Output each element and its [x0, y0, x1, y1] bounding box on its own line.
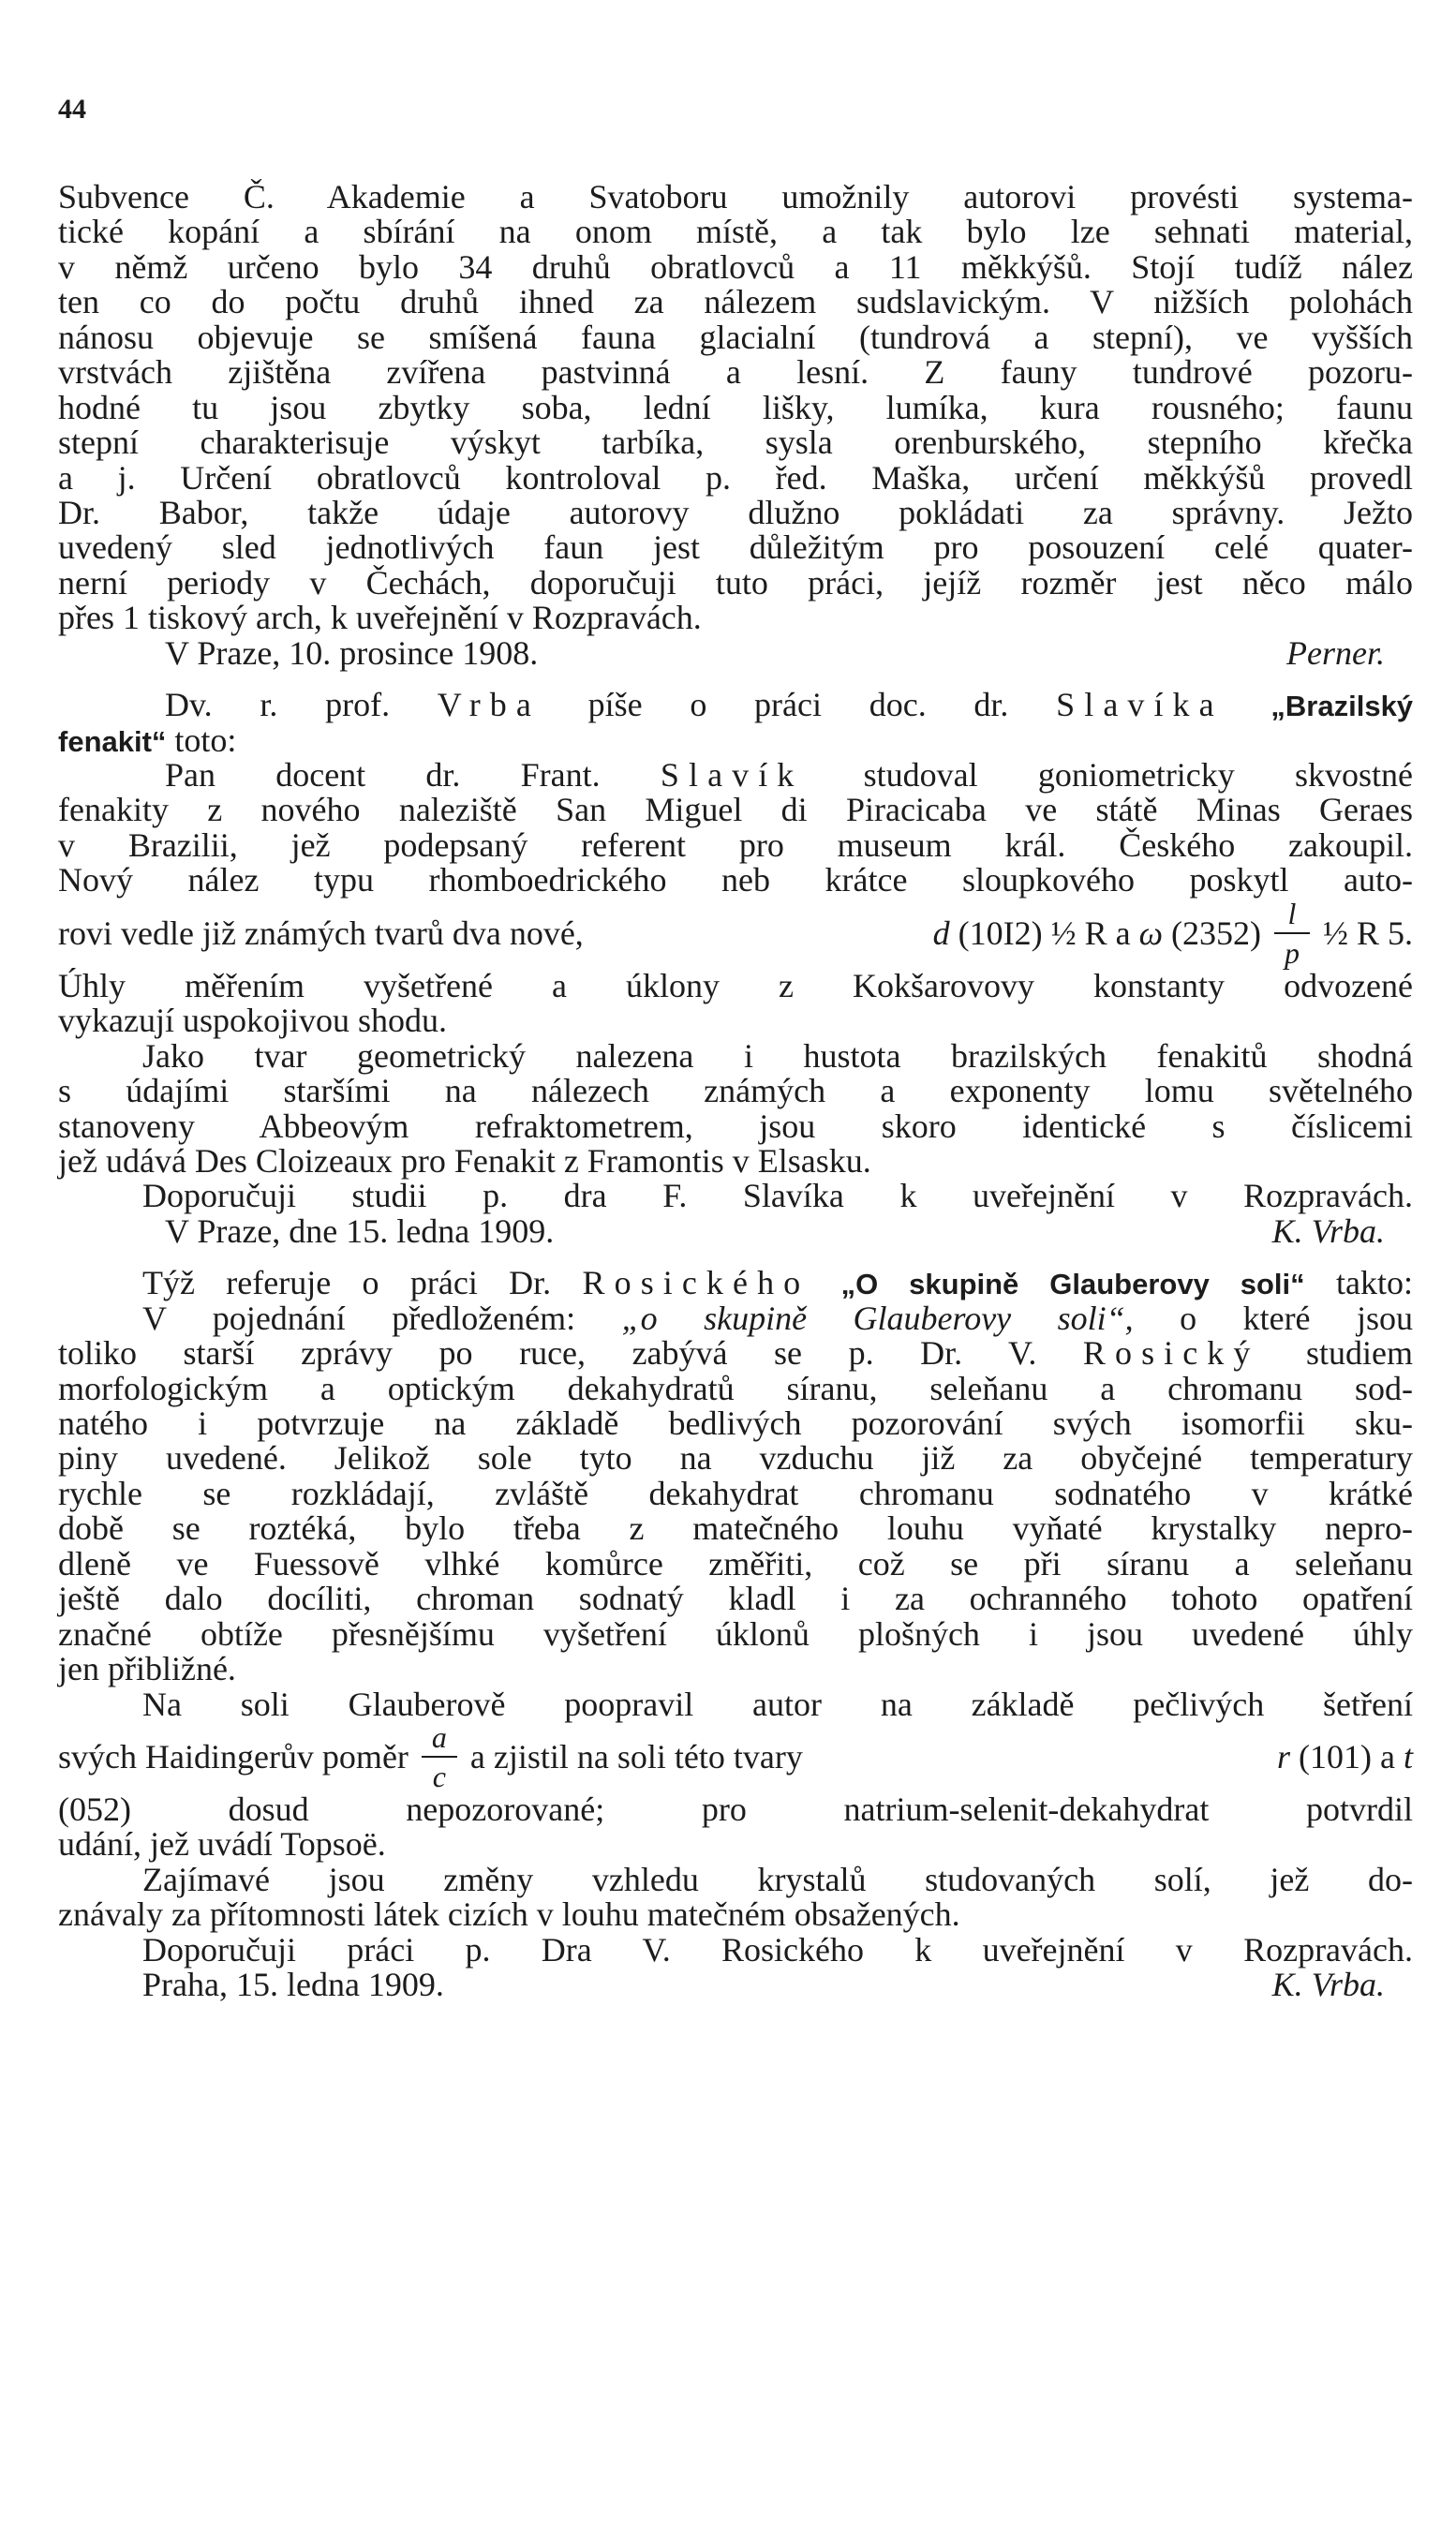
text-segment: V pojednání předloženém:	[142, 1299, 576, 1337]
signature: Perner.	[1286, 633, 1385, 672]
form-notation: (10I2) ½ R a	[958, 914, 1131, 953]
intro-line	[58, 688, 1413, 722]
text-line: nerní periody v Čechách, doporučuji tuto práci, jejíž rozměr jest něco málo	[58, 563, 1413, 602]
report-vrba-rosicky	[58, 1266, 1413, 2002]
text-line: vrstvách zjištěna zvířena pastvinná a lesní. Z fauny tundrové pozoru-	[58, 353, 1413, 392]
recommendation: Doporučuji práci p. Dra V. Rosického k uveřejnění v Rozpravách.	[142, 1930, 1413, 1969]
text-line: rychle se rozkládají, zvláště dekahydrat chromanu sodnatého v krátké	[58, 1474, 1413, 1512]
work-title: „O skupině Glauberovy soli“	[840, 1268, 1305, 1301]
author-name: Slavík	[660, 756, 804, 794]
text-line: Zajímavé jsou změny vzhledu krystalů studovaných solí, jež do-	[142, 1860, 1413, 1898]
text-line: ten co do počtu druhů ihned za nálezem sudslavickým. V nižších polohách	[58, 283, 1413, 321]
text-segment: o které jsou	[1180, 1299, 1414, 1337]
place-date: V Praze, 10. prosince 1908.	[165, 633, 539, 672]
text-line: stepní charakterisuje výskyt tarbíka, sysla orenburského, stepního křečka	[58, 423, 1413, 462]
form-notation: (101) a	[1299, 1738, 1395, 1776]
signature-line	[58, 1211, 1413, 1250]
text-line: tické kopání a sbírání na onom místě, a tak bylo lze sehnati material,	[58, 213, 1413, 251]
signature-line	[58, 1968, 1413, 2002]
text-line: Subvence Č. Akademie a Svatoboru umožnily autorovi provésti systema-	[58, 178, 1413, 215]
fraction-numerator: l	[1287, 897, 1297, 931]
text-line: Nový nález typu rhomboedrického neb krátce sloupkového poskytl auto-	[58, 861, 1413, 899]
text-line: jen přibližné.	[58, 1650, 236, 1688]
text-line: Dr. Babor, takže údaje autorovy dlužno pokládati za správny. Ježto	[58, 493, 1413, 531]
page-text	[58, 180, 1413, 2003]
fraction	[1274, 897, 1310, 971]
formula-line	[58, 1722, 1413, 1792]
fraction-denominator: p	[1284, 936, 1300, 971]
text-line: udání, jež uvádí Topsoë.	[58, 1825, 386, 1864]
form-symbol: t	[1403, 1738, 1413, 1776]
text-segment: svých Haidingerův poměr	[58, 1738, 409, 1776]
intro-line	[58, 723, 1413, 758]
text-line: znávaly za přítomnosti látek cizích v louhu matečném obsažených.	[58, 1895, 960, 1934]
intro-text: Dv. r. prof.	[165, 686, 391, 724]
form-symbol: r	[1277, 1738, 1291, 1776]
fraction-denominator: c	[432, 1760, 446, 1794]
text-line: Na soli Glauberově poopravil autor na základě pečlivých šetření	[142, 1685, 1413, 1723]
text-segment: a zjistil na soli této tvary	[469, 1738, 803, 1776]
formula-line	[58, 899, 1413, 969]
form-symbol: d	[932, 914, 950, 953]
text-line: piny uvedené. Jelikož sole tyto na vzduchu již za obyčejné temperatury	[58, 1439, 1413, 1478]
text-line: v němž určeno bylo 34 druhů obratlovců a 11 měkkýšů. Stojí tudíž nález	[58, 247, 1413, 286]
place-date: Praha, 15. ledna 1909.	[142, 1966, 444, 2004]
fraction	[422, 1720, 457, 1794]
fraction-numerator: a	[431, 1720, 447, 1755]
signature-line	[58, 633, 1413, 672]
text-line: uvedený sled jednotlivých faun jest důležitým pro posouzení celé quater-	[58, 528, 1413, 567]
text-line	[58, 758, 1413, 793]
text-line: Jako tvar geometrický nalezena i hustota brazilských fenakitů shodná	[142, 1036, 1413, 1075]
text-line	[58, 1301, 1413, 1336]
signature: K. Vrba.	[1271, 1966, 1385, 2004]
text-line: morfologickým a optickým dekahydratů síranu, seleňanu a chromanu sod-	[58, 1369, 1413, 1407]
author-name: Slavíka	[1056, 686, 1224, 724]
text-segment: studiem	[1306, 1334, 1414, 1373]
text-line: v Brazilii, jež podepsaný referent pro museum král. Českého zakoupil.	[58, 825, 1413, 864]
form-symbol: ω	[1138, 914, 1163, 953]
text-line: nánosu objevuje se smíšená fauna glacialní (tundrová a stepní), ve vyšších	[58, 318, 1413, 356]
text-line: natého i potvrzuje na základě bedlivých pozorování svých isomorfii sku-	[58, 1404, 1413, 1442]
text-line: Úhly měřením vyšetřené a úklony z Kokšarovovy konstanty odvozené	[58, 966, 1413, 1004]
text-line: době se roztéká, bylo třeba z matečného louhu vyňaté krystalky nepro-	[58, 1509, 1413, 1548]
text-line: ještě dalo docíliti, chroman sodnatý kladl i za ochranného tohoto opatření	[58, 1580, 1413, 1618]
text-line: dleně ve Fuessově vlhké komůrce změřiti, což se při síranu a seleňanu	[58, 1544, 1413, 1582]
author-name: Rosický	[1082, 1334, 1260, 1373]
text-line: stanoveny Abbeovým refraktometrem, jsou skoro identické s číslicemi	[58, 1107, 1413, 1145]
text-line	[58, 1336, 1413, 1371]
form-notation: (2352)	[1171, 914, 1261, 953]
page-number: 44	[58, 94, 86, 125]
intro-text: takto:	[1336, 1264, 1413, 1302]
text-line: fenakity z nového naleziště San Miguel di Piracicaba ve státě Minas Geraes	[58, 791, 1413, 829]
text-line: (052) dosud nepozorované; pro natrium-selenit-dekahydrat potvrdil	[58, 1790, 1413, 1828]
text-line: přes 1 tiskový arch, k uveřejnění v Rozpravách.	[58, 599, 702, 637]
text-line: a j. Určení obratlovců kontroloval p. řed. Maška, určení měkkýšů provedl	[58, 458, 1413, 497]
text-line: značné obtíže přesnějšímu vyšetření úklonů plošných i jsou uvedené úhly	[58, 1614, 1413, 1653]
text-segment: studoval goniometricky skvostné	[863, 756, 1414, 794]
report-perner	[58, 180, 1413, 671]
author-name: Rosického	[582, 1264, 810, 1302]
intro-line	[58, 1266, 1413, 1300]
intro-text: Týž referuje o práci Dr.	[142, 1264, 552, 1302]
place-date: V Praze, dne 15. ledna 1909.	[165, 1211, 555, 1250]
report-vrba-slavik	[58, 688, 1413, 1249]
recommendation: Doporučuji studii p. dra F. Slavíka k uveřejnění v Rozpravách.	[142, 1177, 1413, 1215]
intro-text: píše o práci doc. dr.	[587, 686, 1009, 724]
form-notation: ½ R 5.	[1322, 914, 1413, 953]
work-title: „o skupině Glauberovy soli“,	[621, 1299, 1134, 1337]
intro-text: toto:	[174, 721, 237, 759]
text-line: s údajími staršími na nálezech známých a exponenty lomu světelného	[58, 1072, 1413, 1110]
work-title: fenakit“	[58, 724, 167, 758]
text-segment: toliko starší zprávy po ruce, zabývá se p. Dr. V.	[58, 1334, 1037, 1373]
text-line: hodné tu jsou zbytky soba, lední lišky, lumíka, kura rousného; faunu	[58, 388, 1413, 426]
text-line: jež udává Des Cloizeaux pro Fenakit z Framontis v Elsasku.	[58, 1141, 871, 1180]
signature: K. Vrba.	[1271, 1211, 1385, 1250]
text-line: vykazují uspokojivou shodu.	[58, 1002, 447, 1040]
work-title: „Brazilský	[1270, 690, 1414, 723]
text-segment: Pan docent dr. Frant.	[165, 756, 601, 794]
author-name: Vrba	[437, 686, 541, 724]
text-segment: rovi vedle již známých tvarů dva nové,	[58, 914, 584, 953]
